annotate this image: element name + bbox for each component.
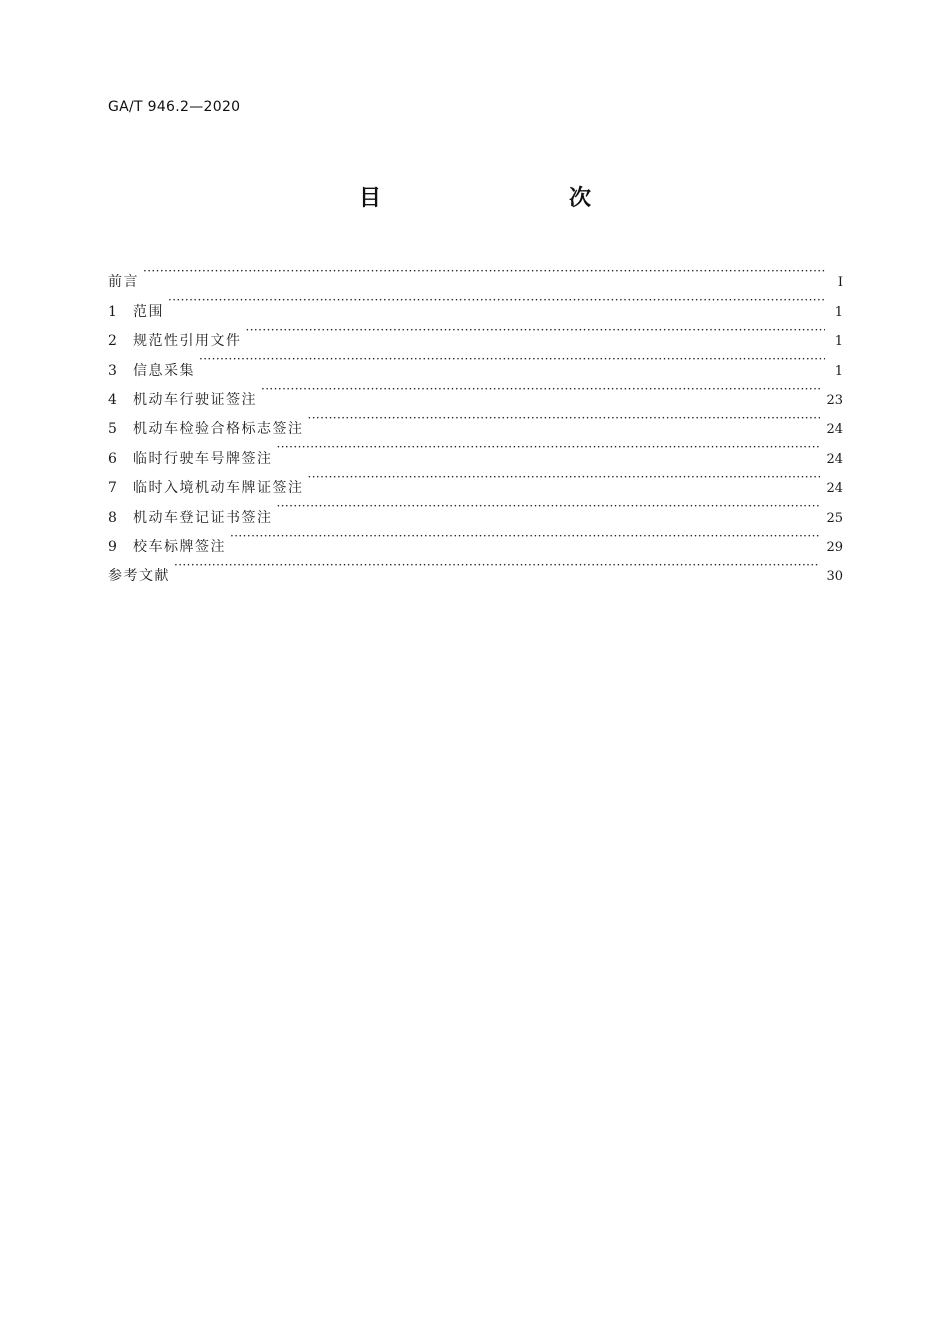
- toc-entry-label: 临时行驶车号牌签注: [133, 450, 273, 467]
- toc-entry-label: 临时入境机动车牌证签注: [133, 480, 304, 497]
- toc-entry-4[interactable]: [108, 375, 843, 408]
- toc-entry-page: 23: [826, 392, 843, 408]
- toc-dot-leader: [277, 492, 821, 521]
- toc-dot-leader: [308, 463, 821, 492]
- toc-entry-1[interactable]: [108, 286, 843, 320]
- toc-entry-page: 29: [826, 539, 843, 555]
- toc-entry-number: 7: [108, 480, 117, 497]
- toc-entry-2[interactable]: [108, 316, 843, 350]
- toc-entry-page: 24: [826, 481, 843, 497]
- toc-dot-leader: [261, 375, 820, 404]
- toc-entry-label: 参考文献: [108, 568, 170, 585]
- toc-entry-label: 范围: [133, 303, 164, 320]
- toc-entry-number: 9: [108, 538, 117, 555]
- toc-entry-page: 24: [826, 451, 843, 467]
- toc-entry-3[interactable]: [108, 345, 843, 379]
- toc-entry-label: 校车标牌签注: [133, 538, 226, 555]
- toc-entry-foreword[interactable]: [108, 257, 843, 291]
- toc-entry-label: 前言: [108, 274, 139, 291]
- toc-entry-page: 1: [834, 304, 843, 320]
- toc-entry-page: 1: [834, 363, 843, 379]
- toc-entry-number: 4: [108, 391, 117, 408]
- toc-entry-label: 机动车行驶证签注: [133, 391, 257, 408]
- toc-entry-page: 24: [826, 422, 843, 438]
- toc-dot-leader: [277, 433, 821, 462]
- toc-entry-number: 6: [108, 450, 117, 467]
- page-title: 目 次: [358, 186, 639, 211]
- toc-dot-leader: [199, 345, 825, 374]
- toc-entry-number: 8: [108, 509, 117, 526]
- toc-entry-page: 30: [826, 569, 843, 585]
- toc-entry-number: 3: [108, 362, 117, 379]
- toc-entry-label: 规范性引用文件: [133, 333, 242, 350]
- toc-entry-number: 1: [108, 303, 117, 320]
- toc-dot-leader: [143, 257, 825, 286]
- toc-entry-label: 信息采集: [133, 362, 195, 379]
- table-of-contents: [108, 257, 843, 585]
- standard-code: GA/T 946.2—2020: [108, 99, 241, 115]
- toc-entry-references[interactable]: [108, 551, 843, 585]
- toc-dot-leader: [246, 316, 826, 345]
- toc-dot-leader: [168, 286, 825, 315]
- toc-dot-leader: [174, 551, 820, 580]
- toc-entry-page: Ⅰ: [837, 275, 843, 291]
- toc-entry-label: 机动车检验合格标志签注: [133, 421, 304, 438]
- toc-dot-leader: [308, 404, 821, 433]
- toc-entry-label: 机动车登记证书签注: [133, 509, 273, 526]
- toc-dot-leader: [230, 522, 820, 551]
- toc-entry-number: 2: [108, 333, 117, 350]
- toc-entry-page: 1: [834, 334, 843, 350]
- toc-entry-page: 25: [826, 510, 843, 526]
- toc-entry-number: 5: [108, 421, 117, 438]
